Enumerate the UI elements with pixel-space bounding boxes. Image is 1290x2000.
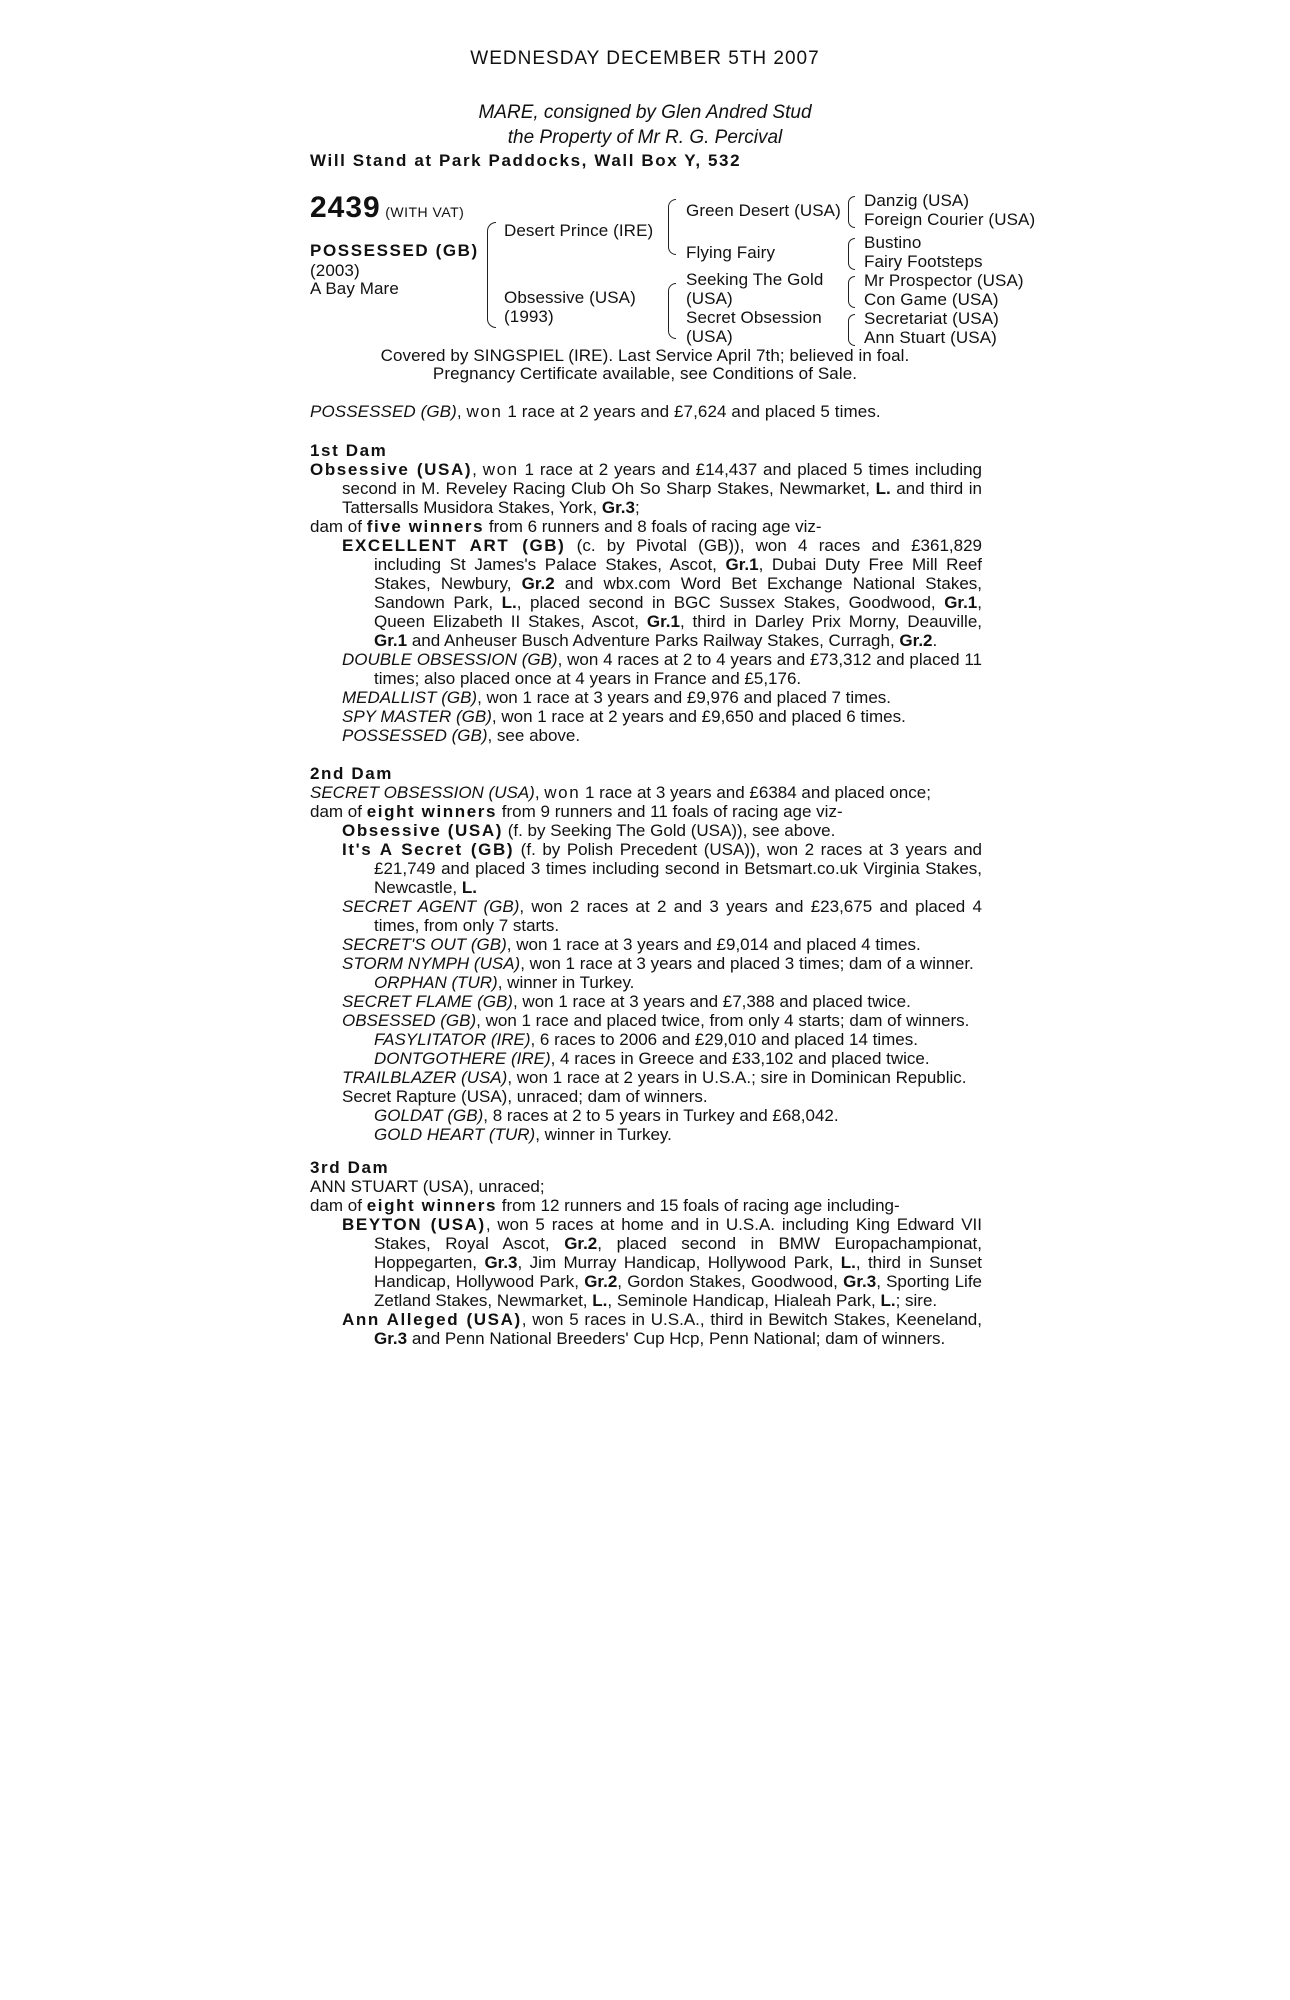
text: , won 1 race at 3 years and £7,388 and placed twice. [512,992,911,1011]
produce-name: DOUBLE OBSESSION (GB) [342,650,558,669]
text: , won 1 race at 2 years and £9,650 and placed 6 times. [491,707,906,726]
dam-brace [668,283,676,339]
summary-name: POSSESSED (GB) [310,402,457,421]
third-dam-heading: 3rd Dam [310,1158,390,1177]
first-dam-section [310,441,982,745]
pedigree-brace [487,222,496,328]
listed-mark: L. [592,1291,608,1310]
produce-name: DONTGOTHERE (IRE) [374,1049,551,1068]
brace-3d [848,314,855,346]
text: , won 5 races in U.S.A., third in Bewitch Stakes, Keeneland, [521,1310,982,1329]
text: , see above. [487,726,581,745]
produce-name: OBSESSED (GB) [342,1011,477,1030]
third-dam-section [310,1158,982,1348]
lot-number: 2439 [310,191,381,224]
text: , third in Sunset Handicap, Hollywood Park, [374,1253,982,1291]
text: , Jim Murray Handicap, Hollywood Park, [517,1253,841,1272]
produce-name: GOLD HEART (TUR) [374,1125,536,1144]
text: , 4 races in Greece and £33,102 and placed twice. [550,1049,930,1068]
won-word: won [544,783,581,802]
produce-gold-heart [310,1125,982,1144]
group-mark: Gr.3 [374,1329,408,1348]
second-dam-name: SECRET OBSESSION (USA) [310,783,535,802]
summary-text: 1 race at 2 years and £7,624 and placed 5 times. [502,402,881,421]
text: dam of [310,517,367,536]
text: ; sire. [895,1291,938,1310]
summary-sep: , [456,402,467,421]
text: , winner in Turkey. [535,1125,672,1144]
text: , placed second in BMW Europachampionat, Hoppegarten, [374,1234,982,1272]
lot-number-row [310,191,464,225]
first-dam-produce-line [310,517,982,536]
group-mark: Gr.1 [374,631,408,650]
brace-3a [848,196,855,228]
text: , third in Darley Prix Morny, Deauville, [679,612,982,631]
winners-count: eight winners [366,1196,498,1215]
text: , winner in Turkey. [497,973,635,992]
produce-name: SECRET AGENT (GB) [342,897,520,916]
produce-name: ORPHAN (TUR) [374,973,498,992]
produce-double-obsession [310,650,982,688]
covered-line: Covered by SINGSPIEL (IRE). Last Service April 7th; believed in foal. [380,346,910,365]
second-dam-section [310,764,982,1144]
produce-obsessive [310,821,982,840]
group-mark: Gr.3 [601,498,635,517]
produce-ann-alleged [310,1310,982,1348]
sire-dam: Flying Fairy [686,243,776,262]
group-mark: Gr.2 [521,574,555,593]
produce-name: BEYTON (USA) [342,1215,486,1234]
consignor-line: MARE, consigned by Glen Andred Stud [478,102,812,123]
produce-secrets-out [310,935,982,954]
produce-goldat [310,1106,982,1125]
produce-name: TRAILBLAZER (USA) [342,1068,508,1087]
text: 1 race at 2 years and £14,437 and placed 5 times including second in M. Reveley Racing Club Oh So Sharp Stakes, Newmarket, [342,460,983,498]
produce-name: FASYLITATOR (IRE) [374,1030,531,1049]
text: from 6 runners and 8 foals of racing age viz- [484,517,822,536]
text: and wbx.com Word Bet Exchange National Stakes, Sandown Park, [374,574,982,612]
text: , Sporting Life Zetland Stakes, Newmarket, [374,1272,982,1310]
dam-dam: Secret Obsession [686,308,822,327]
group-mark: Gr.2 [584,1272,618,1291]
property-line: the Property of Mr R. G. Percival [507,127,783,148]
listed-mark: L. [461,878,477,897]
produce-obsessed [310,1011,982,1030]
third-dam-produce-line [310,1196,982,1215]
text: , won 4 races at 2 to 4 years and £73,312 and placed 11 times; also placed once at 4 years in France and £5,176. [374,650,982,688]
produce-name: MEDALLIST (GB) [342,688,478,707]
sire: Desert Prince (IRE) [504,221,654,240]
sep: , [472,460,483,479]
produce-name: EXCELLENT ART (GB) [342,536,566,555]
text: (f. by Polish Precedent (USA)), won 2 races at 3 years and £21,749 and placed 3 times including second in Betsmart.co.uk Virginia Stakes, Newcastle, [374,840,982,897]
second-dam-heading: 2nd Dam [310,764,393,783]
ped-secretariat: Secretariat (USA) [864,309,999,328]
text: , Seminole Handicap, Hialeah Park, [607,1291,881,1310]
listed-mark: L. [501,593,517,612]
text: , Gordon Stakes, Goodwood, [617,1272,844,1291]
produce-name: SECRET'S OUT (GB) [342,935,507,954]
produce-name: SECRET FLAME (GB) [342,992,513,1011]
ped-foreign-courier: Foreign Courier (USA) [864,210,1036,229]
ped-ann-stuart: Ann Stuart (USA) [864,328,997,347]
dam-dam-country: (USA) [686,327,733,346]
text: , Queen Elizabeth II Stakes, Ascot, [374,593,983,631]
sale-date: WEDNESDAY DECEMBER 5TH 2007 [470,48,820,69]
listed-mark: L. [880,1291,896,1310]
sire-sire: Green Desert (USA) [686,201,841,220]
stand-line: Will Stand at Park Paddocks, Wall Box Y, 532 [310,151,742,170]
brace-3b [848,238,855,270]
text: ; [634,498,640,517]
second-dam-record [310,783,982,802]
produce-secret-agent [310,897,982,935]
produce-orphan [310,973,982,992]
text: and Anheuser Busch Adventure Parks Railway Stakes, Curragh, [407,631,900,650]
produce-name: SPY MASTER (GB) [342,707,492,726]
produce-spy-master [310,707,982,726]
produce-secret-rapture: Secret Rapture (USA), unraced; dam of winners. [342,1087,708,1106]
text: . [932,631,938,650]
text: , 8 races at 2 to 5 years in Turkey and £68,042. [483,1106,839,1125]
text: dam of [310,802,367,821]
listed-mark: L. [840,1253,856,1272]
horse-description: A Bay Mare [310,279,399,298]
produce-fasylitator [310,1030,982,1049]
produce-trailblazer [310,1068,982,1087]
produce-name: Ann Alleged (USA) [342,1310,522,1329]
brace-3c [848,276,855,308]
text: , won 2 races at 2 and 3 years and £23,675 and placed 4 times, from only 7 starts. [374,897,982,935]
ped-mr-prospector: Mr Prospector (USA) [864,271,1024,290]
produce-storm-nymph [310,954,982,973]
group-mark: Gr.1 [725,555,759,574]
produce-dontgothere [310,1049,982,1068]
vat-note: (WITH VAT) [385,204,465,220]
text: from 9 runners and 11 foals of racing age viz- [497,802,843,821]
group-mark: Gr.3 [484,1253,518,1272]
ped-danzig: Danzig (USA) [864,191,970,210]
text: and Penn National Breeders' Cup Hcp, Penn National; dam of winners. [407,1329,946,1348]
second-dam-produce-line [310,802,982,821]
dam-year: (1993) [504,307,554,326]
summary-won: won [466,402,503,421]
text: , placed second in BGC Sussex Stakes, Goodwood, [516,593,945,612]
text: dam of [310,1196,367,1215]
ped-con-game: Con Game (USA) [864,290,999,309]
first-dam-record [310,460,982,517]
sep: , [534,783,545,802]
group-mark: Gr.2 [899,631,933,650]
listed-mark: L. [875,479,891,498]
horse-name: POSSESSED (GB) [310,241,479,260]
third-dam-record: ANN STUART (USA), unraced; [310,1177,545,1196]
group-mark: Gr.2 [564,1234,598,1253]
first-dam-heading: 1st Dam [310,441,388,460]
horse-year: (2003) [310,261,360,280]
text: , won 1 race at 3 years and £9,014 and placed 4 times. [506,935,921,954]
text: , won 1 race at 2 years in U.S.A.; sire in Dominican Republic. [507,1068,967,1087]
text: , Dubai Duty Free Mill Reef Stakes, Newbury, [374,555,982,593]
produce-possessed [310,726,982,745]
dam-sire-country: (USA) [686,289,733,308]
text: , won 5 races at home and in U.S.A. including King Edward VII Stakes, Royal Ascot, [374,1215,983,1253]
group-mark: Gr.1 [646,612,680,631]
group-mark: Gr.3 [843,1272,877,1291]
produce-its-a-secret [310,840,982,897]
text: from 12 runners and 15 foals of racing age including- [497,1196,900,1215]
ped-fairy-footsteps: Fairy Footsteps [864,252,983,271]
dam-sire: Seeking The Gold [686,270,824,289]
text: , won 1 race and placed twice, from only 4 starts; dam of winners. [476,1011,970,1030]
produce-medallist [310,688,982,707]
sire-brace [668,199,676,255]
horse-summary [310,402,881,422]
produce-name: Obsessive (USA) [342,821,503,840]
dam: Obsessive (USA) [504,288,636,307]
produce-name: GOLDAT (GB) [374,1106,484,1125]
produce-name: STORM NYMPH (USA) [342,954,521,973]
text: , 6 races to 2006 and £29,010 and placed 14 times. [530,1030,918,1049]
won-word: won [482,460,519,479]
pregnancy-line: Pregnancy Certificate available, see Conditions of Sale. [432,364,858,383]
produce-excellent-art [310,536,982,650]
produce-name: POSSESSED (GB) [342,726,488,745]
produce-secret-flame [310,992,982,1011]
text: (c. by Pivotal (GB)), won 4 races and £361,829 including St James's Palace Stakes, Ascot, [374,536,982,574]
winners-count: five winners [366,517,485,536]
ped-bustino: Bustino [864,233,922,252]
text: , won 1 race at 3 years and placed 3 times; dam of a winner. [520,954,974,973]
text: , won 1 race at 3 years and £9,976 and placed 7 times. [477,688,892,707]
produce-beyton [310,1215,982,1310]
text: 1 race at 3 years and £6384 and placed once; [580,783,931,802]
text: (f. by Seeking The Gold (USA)), see above. [503,821,836,840]
first-dam-name: Obsessive (USA) [310,460,473,479]
winners-count: eight winners [366,802,498,821]
group-mark: Gr.1 [944,593,978,612]
produce-name: It's A Secret (GB) [342,840,515,859]
text: and third in Tattersalls Musidora Stakes, York, [342,479,983,517]
